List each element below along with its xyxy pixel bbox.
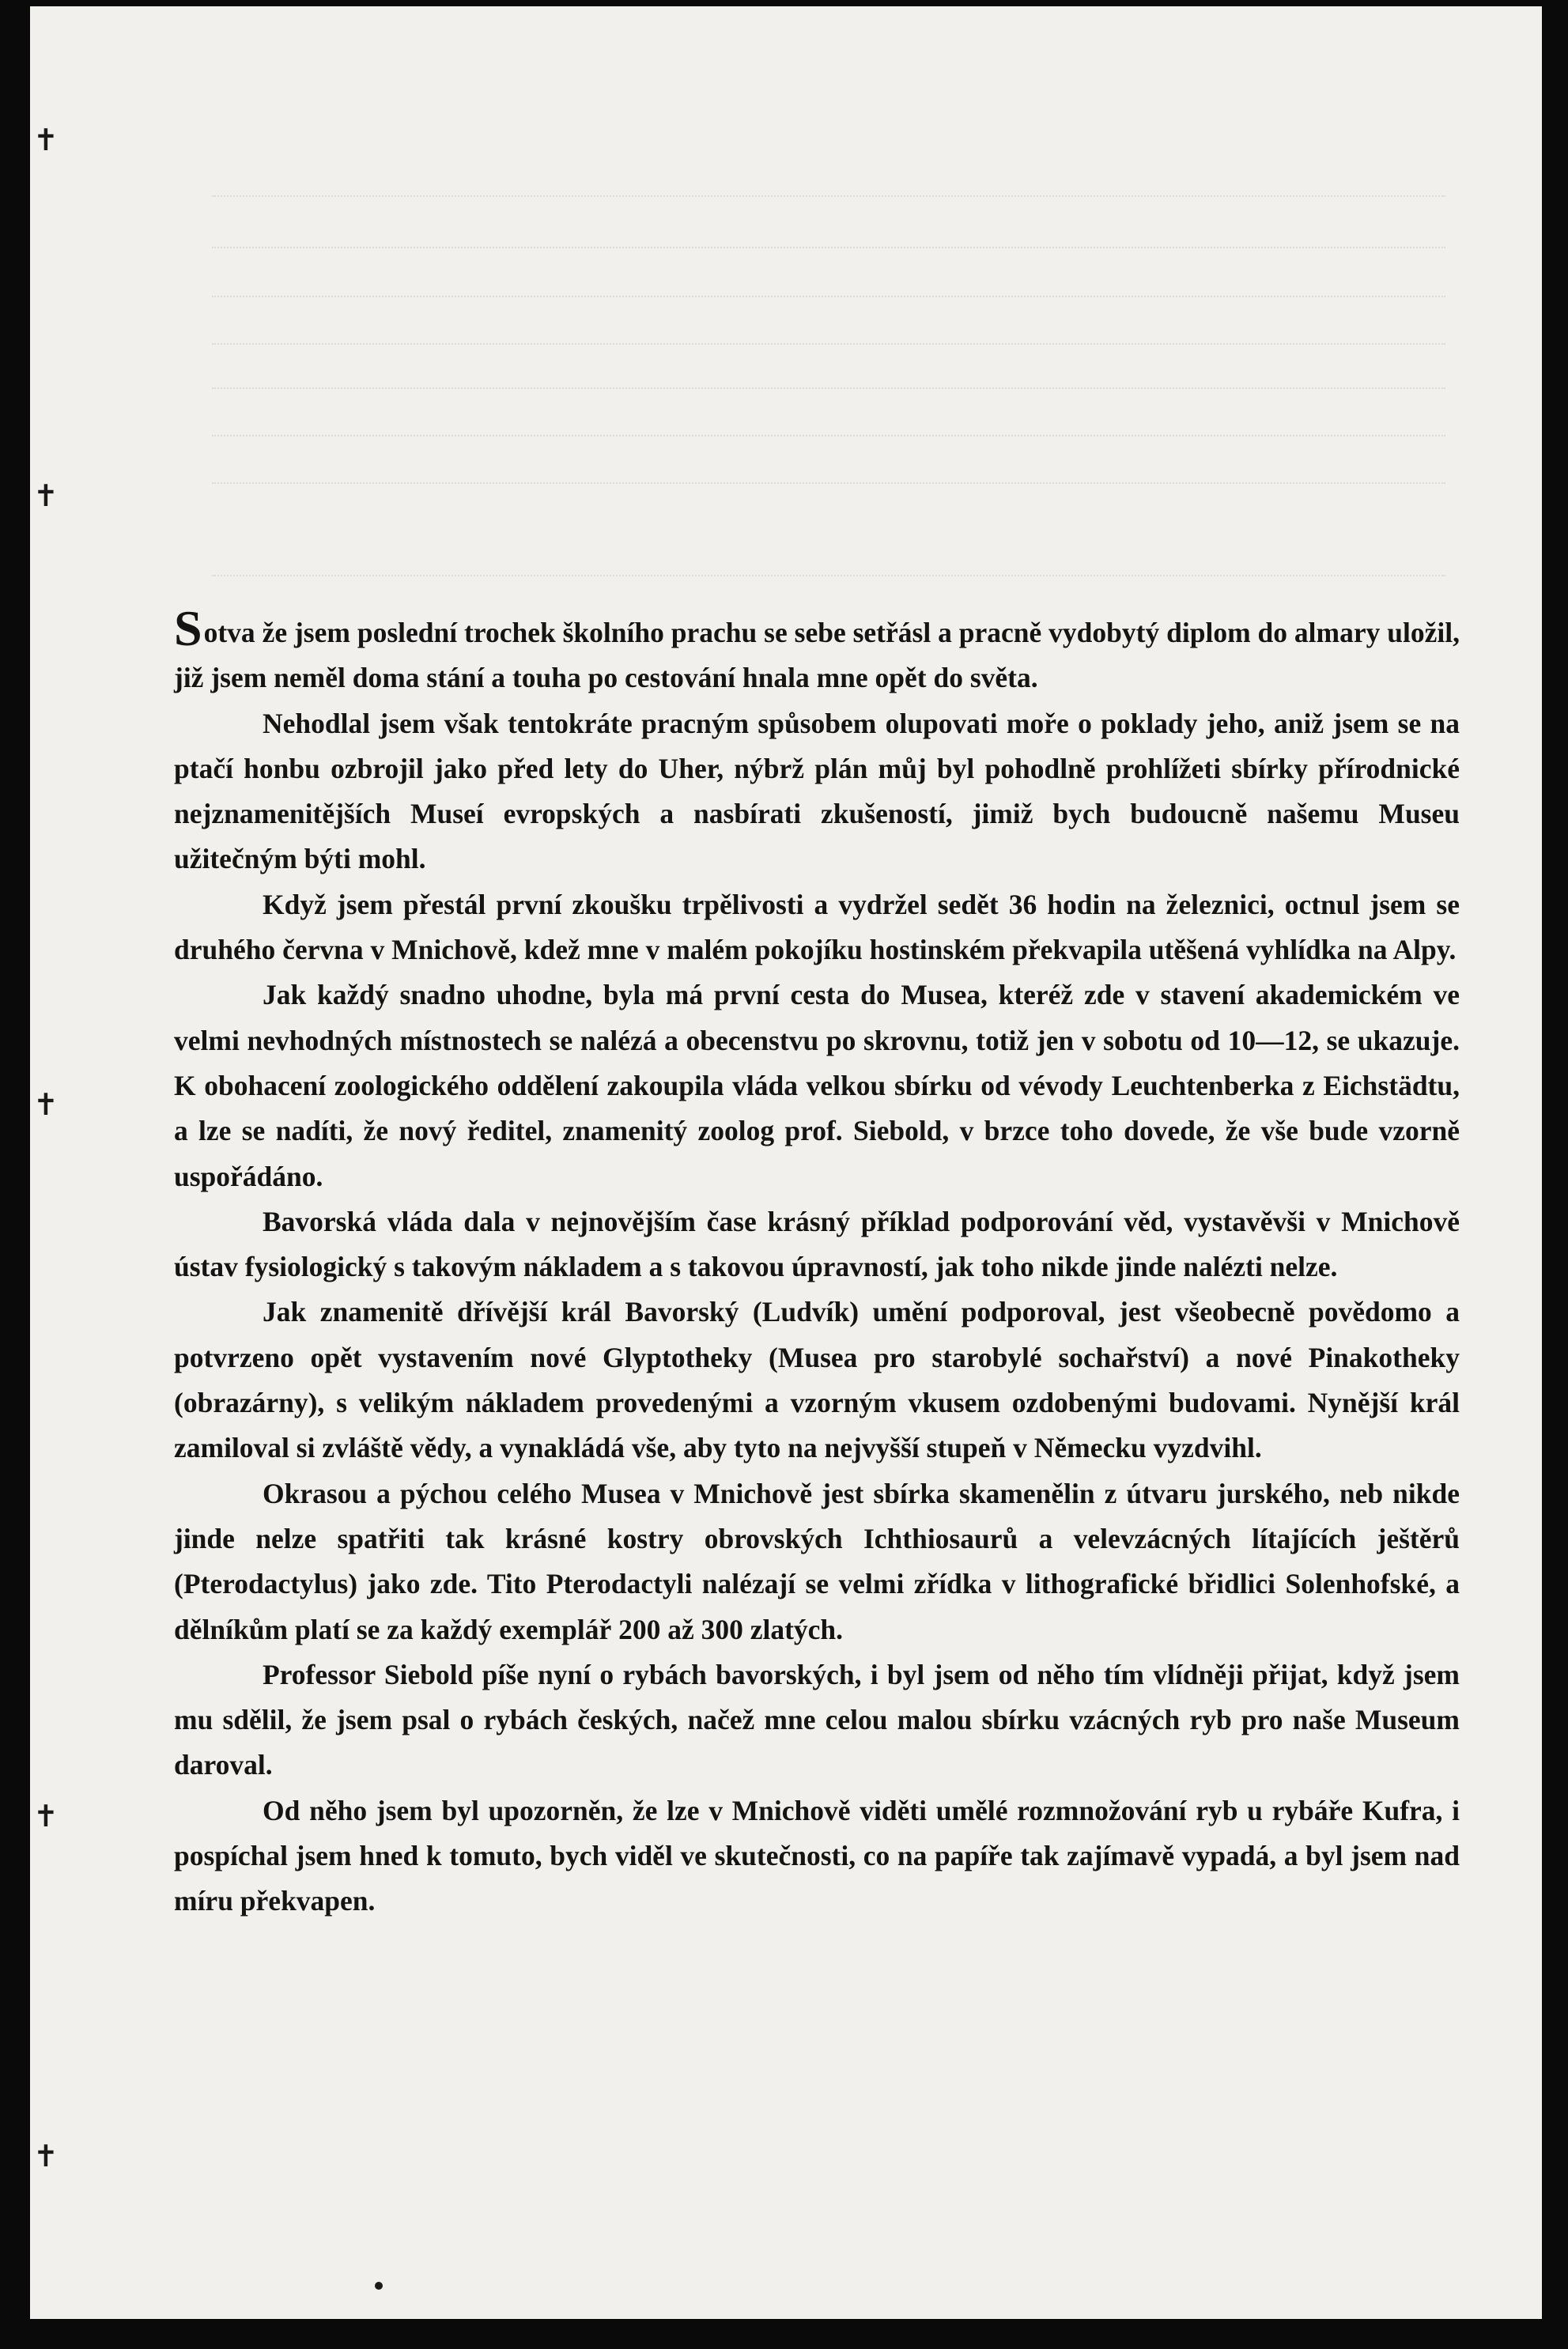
paragraph: Jak každý snadno uhodne, byla má první cesta do Musea, kteréž zde v stavení akademickém ve velmi nevhodných místnostech se nalézá a obecenstvu po skrovnu, totiž jen v sobotu od 10—12, se ukazuje. K obohacení zoologického oddělení zakoupila vláda velkou sbírku od vévody Leuchtenberka z Eichstädtu, a lze se nadíti, že nový ředitel, znamenitý zoolog prof. Siebold, v brzce toho dovede, že vše bude vzorně uspořádáno. [174, 979, 1460, 1192]
bleed-through-line [212, 564, 1445, 576]
paragraph: Nehodlal jsem však tentokráte pracným spůsobem olupovati moře o poklady jeho, aniž jsem se na ptačí honbu ozbrojil jako před lety do Uher, nýbrž plán můj byl pohodlně prohlížeti sbírky přírodnické nejznamenitějších Museí evropských a nasbírati zkušeností, jimiž bych budoucně našemu Museu užitečným býti mohl. [174, 707, 1460, 875]
paper-sheet [30, 6, 1542, 2319]
paragraph: Okrasou a pýchou celého Musea v Mnichově jest sbírka skamenělin z útvaru jurského, neb nikde jinde nelze spatřiti tak krásné kostry obrovských Ichthiosaurů a velevzácných lítajících ještěrů (Pterodactylus) jako zde. Tito Pterodactyli nalézají se velmi zřídka v lithografické břidlici Solenhofské, a dělníkům platí se za každý exemplář 200 až 300 zlatých. [174, 1477, 1460, 1645]
paragraph: Když jsem přestál první zkoušku trpělivosti a vydržel sedět 36 hodin na železnici, octnul jsem se druhého června v Mnichově, kdež mne v malém pokojíku hostinském překvapila utěšená vyhlídka na Alpy. [174, 888, 1460, 966]
paragraph-text: otva že jsem poslední trochek školního prachu se sebe setřásl a pracně vydobytý diplom do almary uložil, již jsem neměl doma stání a touha po cestování hnala mne opět do světa. [174, 617, 1460, 694]
binding-mark-icon: ✝ [33, 478, 59, 513]
ink-dot [375, 2282, 383, 2290]
bleed-through-line [212, 376, 1445, 389]
binding-mark-icon: ✝ [33, 2139, 59, 2173]
binding-mark-icon: ✝ [33, 1087, 59, 1122]
paragraph: Jak znamenitě dřívější král Bavorský (Ludvík) umění podporoval, jest všeobecně povědomo a potvrzeno opět vystavením nové Glyptotheky (Musea pro starobylé sochařství) a nové Pinakotheky (obrazárny), s velikým nákladem provedenými a vzorným vkusem ozdobenými budovami. Nynější král zamiloval si zvláště vědy, a vynakládá vše, aby tyto na nejvyšší stupeň v Německu vyzdvihl. [174, 1296, 1460, 1464]
bleed-through-line [212, 424, 1445, 436]
article-body [174, 600, 1460, 1924]
paragraph: Od něho jsem byl upozorněn, že lze v Mnichově viděti umělé rozmnožování ryb u rybáře Kufra, i pospíchal jsem hned k tomuto, bych viděl ve skutečnosti, co na papíře tak zajímavě vypadá, a byl jsem nad míru překvapen. [174, 1794, 1460, 1917]
binding-mark-icon: ✝ [33, 1799, 59, 1834]
paragraph: Professor Siebold píše nyní o rybách bavorských, i byl jsem od něho tím vlídněji přijat, když jsem mu sdělil, že jsem psal o rybách českých, načež mne celou malou sbírku vzácných ryb pro naše Museum daroval. [174, 1658, 1460, 1781]
bleed-through-line [212, 184, 1445, 197]
bleed-through-line [212, 332, 1445, 345]
binding-mark-icon: ✝ [33, 123, 59, 157]
drop-cap: S [174, 600, 202, 656]
bleed-through-line [212, 285, 1445, 297]
bleed-through-line [212, 236, 1445, 248]
paragraph [174, 600, 1460, 701]
paragraph: Bavorská vláda dala v nejnovějším čase krásný příklad podporování věd, vystavěvši v Mnichově ústav fysiologický s takovým nákladem a s takovou úpravností, jak toho nikde jinde nalézti nelze. [174, 1205, 1460, 1283]
bleed-through-line [212, 471, 1445, 484]
